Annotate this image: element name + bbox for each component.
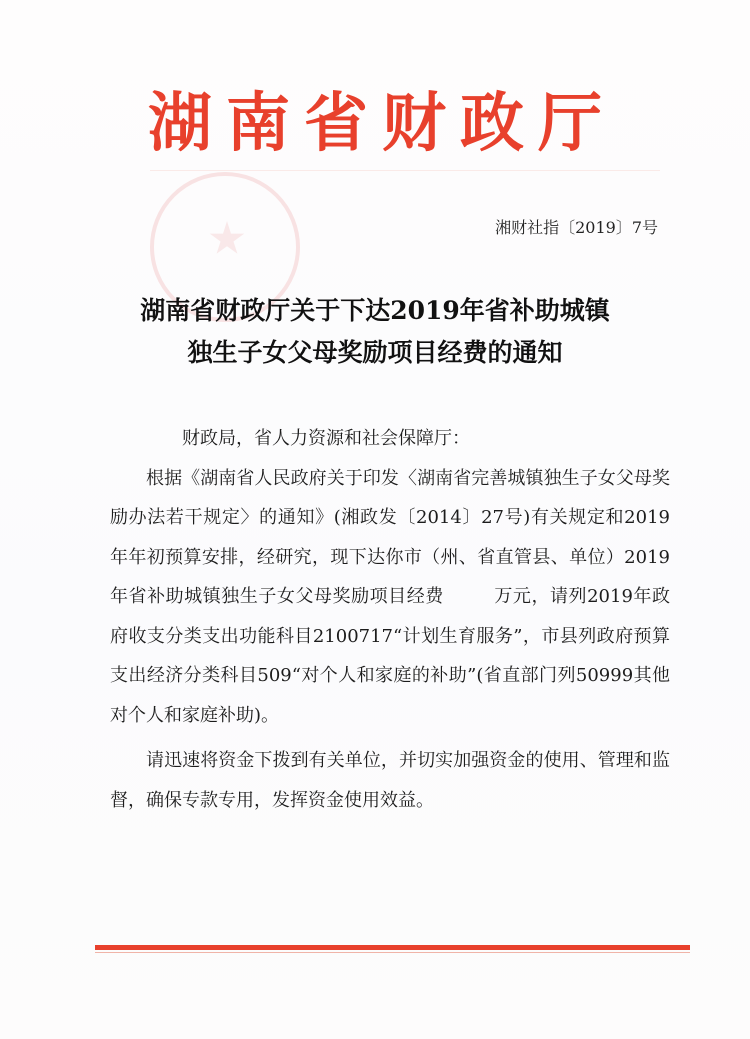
document-number: 湘财社指〔2019〕7号: [495, 218, 658, 237]
paragraph-1: [110, 459, 670, 736]
salutation: 财政局，省人力资源和社会保障厅：: [182, 428, 470, 449]
paragraph-1-part-1: 根据《湖南省人民政府关于印发〈湖南省完善城镇独生子女父母奖励办法若干规定〉的通知》(湘政发〔2014〕27号)有关规定和2019年年初预算安排，经研究，现下达你市（州、省直管县、单位）2019年省补助城镇独生子女父母奖励项目经费: [110, 467, 670, 607]
footer-red-rule: [95, 945, 690, 950]
document-title: [0, 290, 750, 374]
document-title-line-2: 独生子女父母奖励项目经费的通知: [187, 338, 563, 367]
document-body: [110, 419, 670, 820]
paragraph-2: 请迅速将资金下拨到有关单位，并切实加强资金的使用、管理和监督，确保专款专用，发挥资金使用效益。: [110, 750, 670, 811]
document-title-line-1: 湖南省财政厅关于下达2019年省补助城镇: [140, 296, 610, 325]
faint-bleed-line: [150, 170, 660, 171]
issuer-header: 湖南省财政厅: [148, 87, 616, 161]
paragraph-1-part-2: 万元，请列2019年政府收支分类支出功能科目2100717“计划生育服务”，市县列政府预算支出经济分类科目509“对个人和家庭的补助”(省直部门列50999其他对个人和家庭补助)。: [110, 586, 671, 726]
